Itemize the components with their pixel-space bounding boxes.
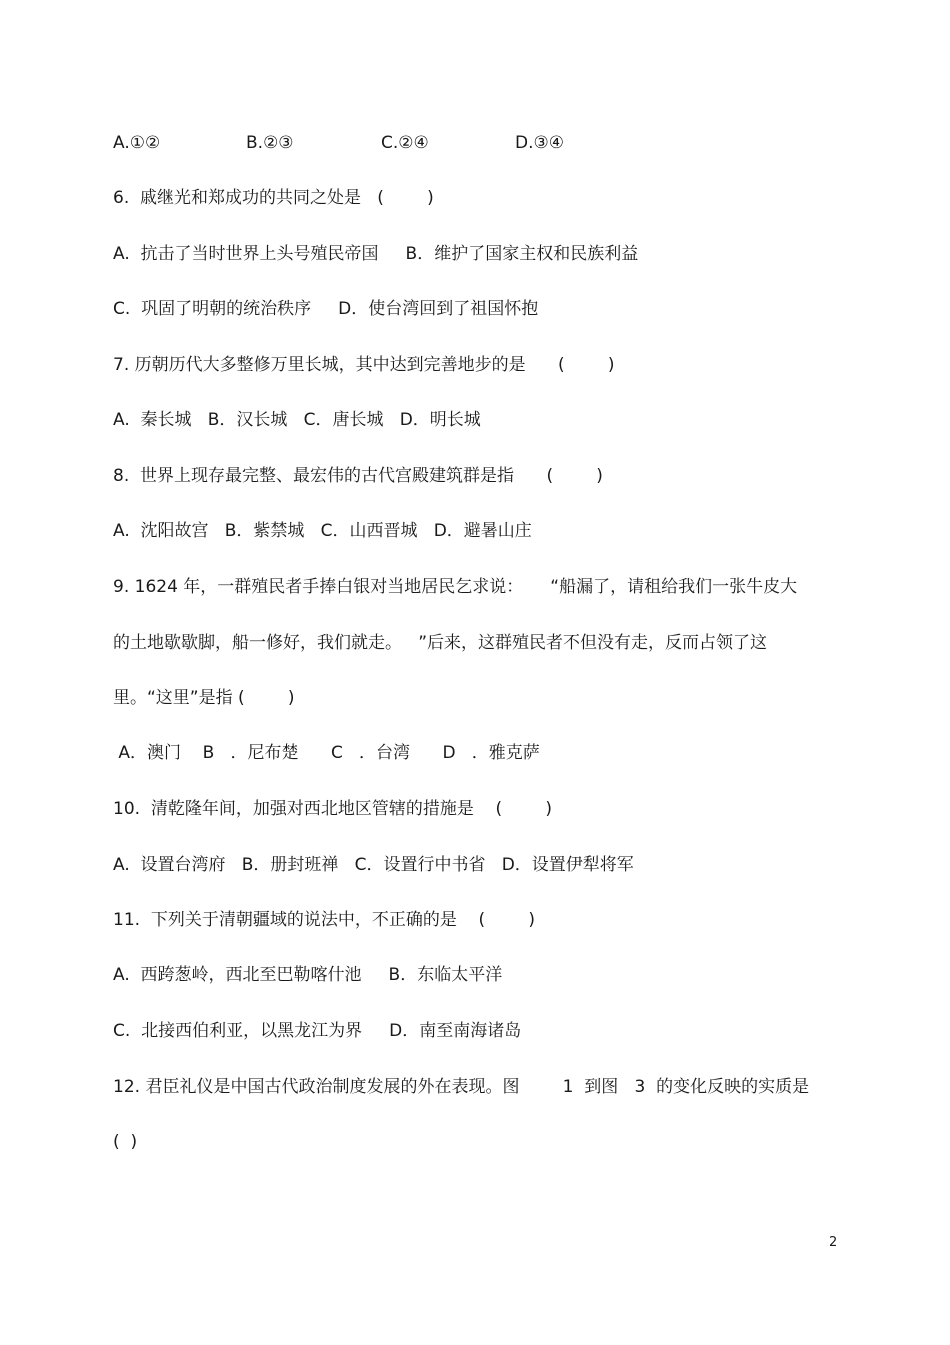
q6-options-line2: C. 巩固了明朝的统治秩序 D．使台湾回到了祖国怀抱: [113, 299, 539, 319]
q12-stem-line2: ( ): [113, 1132, 138, 1152]
page-number: 2: [829, 1235, 838, 1250]
q7-options: A. 秦长城 B．汉长城 C．唐长城 D．明长城: [113, 410, 481, 430]
q5-option-c: C.②④: [381, 133, 429, 153]
q5-option-d: D.③④: [515, 133, 564, 153]
q11-options-line2: C. 北接西伯利亚，以黑龙江为界 D．南至南海诸岛: [113, 1021, 522, 1041]
q11-options-line1: A. 西跨葱岭，西北至巴勒喀什池 B．东临太平洋: [113, 965, 503, 985]
q10-options: A. 设置台湾府 B．册封班禅 C．设置行中书省 D．设置伊犁将军: [113, 855, 634, 875]
q9-stem-line3: 里。“这里”是指 ( ): [113, 688, 295, 708]
q5-options: [113, 132, 564, 154]
q8-options: A. 沈阳故宫 B．紫禁城 C．山西晋城 D．避暑山庄: [113, 521, 532, 541]
q7-stem: 7. 历朝历代大多整修万里长城，其中达到完善地步的是 ( ): [113, 355, 615, 375]
q6-options-line1: A. 抗击了当时世界上头号殖民帝国 B．维护了国家主权和民族利益: [113, 244, 639, 264]
q9-options: A．澳门 B ．尼布楚 C ．台湾 D ．雅克萨: [113, 743, 540, 763]
q9-stem-line1: 9. 1624 年，一群殖民者手捧白银对当地居民乞求说： “船漏了，请租给我们一张牛皮大: [113, 577, 798, 597]
q11-stem: 11. 下列关于清朝疆域的说法中，不正确的是 ( ): [113, 910, 535, 930]
q10-stem: 10. 清乾隆年间，加强对西北地区管辖的措施是 ( ): [113, 799, 552, 819]
q5-option-b: B.②③: [246, 133, 294, 153]
q5-option-a: A.①②: [113, 133, 161, 153]
q9-stem-line2: 的土地歇歇脚，船一修好，我们就走。 ”后来，这群殖民者不但没有走，反而占领了这: [113, 633, 768, 653]
q8-stem: 8. 世界上现存最完整、最宏伟的古代宫殿建筑群是指 ( ): [113, 466, 603, 486]
q6-stem: 6. 戚继光和郑成功的共同之处是 ( ): [113, 188, 434, 208]
q12-stem-line1: 12. 君臣礼仪是中国古代政治制度发展的外在表现。图 1 到图 3 的变化反映的实质是: [113, 1077, 810, 1097]
